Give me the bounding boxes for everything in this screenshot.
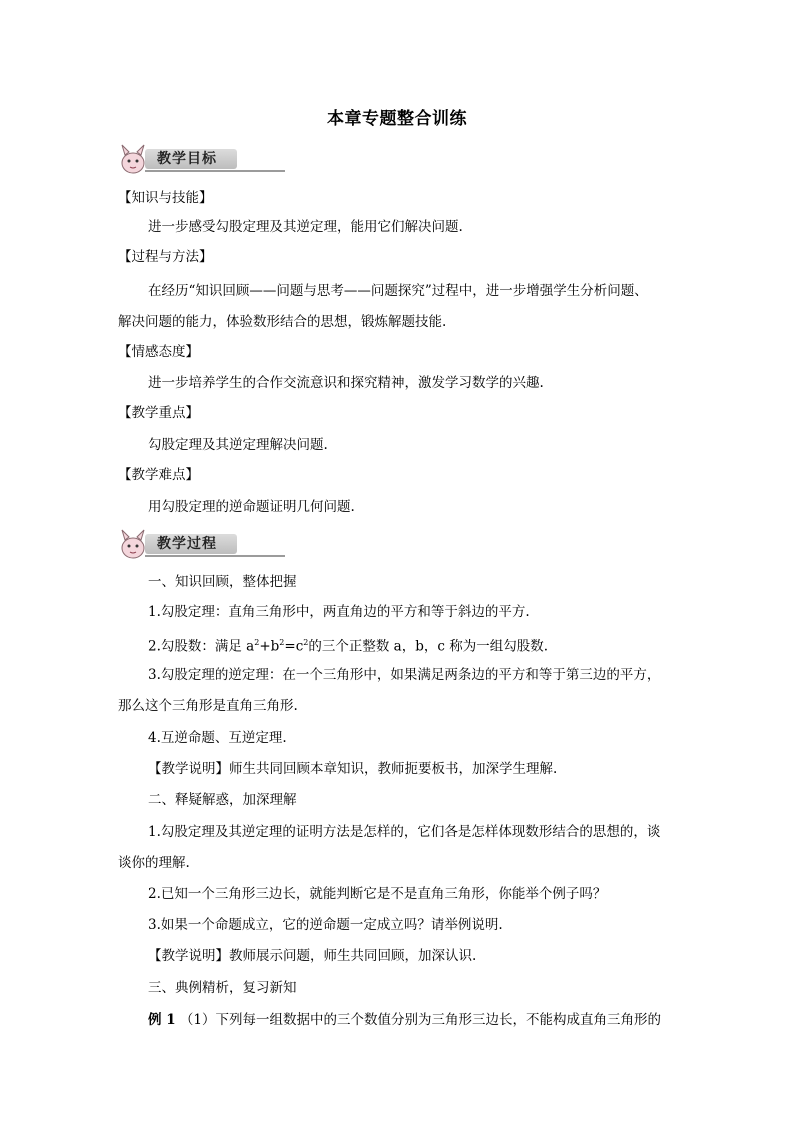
example-label: 例 1 bbox=[148, 1012, 176, 1028]
page-title: 本章专题整合训练 bbox=[327, 109, 467, 129]
banner-underline bbox=[145, 170, 285, 172]
knowledge-text: 进一步感受勾股定理及其逆定理，能用它们解决问题. bbox=[148, 219, 463, 235]
process-text-line2: 解决问题的能力，体验数形结合的思想，锻炼解题技能. bbox=[118, 314, 447, 330]
key-heading: 【教学重点】 bbox=[118, 405, 199, 421]
example-text: （1）下列每一组数据中的三个数值分别为三角形三边长，不能构成直角三角形的 bbox=[179, 1012, 661, 1028]
knowledge-heading: 【知识与技能】 bbox=[118, 190, 213, 206]
review-item-4: 4.互逆命题、互逆定理. bbox=[148, 730, 287, 746]
section-1-heading: 一、知识回顾，整体把握 bbox=[148, 574, 297, 590]
banner-label: 教学过程 bbox=[145, 534, 237, 554]
section-2-heading: 二、释疑解惑，加深理解 bbox=[148, 792, 297, 808]
review-item-3-line2: 那么这个三角形是直角三角形. bbox=[118, 698, 298, 714]
difficulty-text: 用勾股定理的逆命题证明几何问题. bbox=[148, 499, 355, 515]
key-text: 勾股定理及其逆定理解决问题. bbox=[148, 437, 328, 453]
review-item-3-line1: 3.勾股定理的逆定理：在一个三角形中，如果满足两条边的平方和等于第三边的平方， bbox=[148, 667, 661, 683]
review-item-1: 1.勾股定理：直角三角形中，两直角边的平方和等于斜边的平方. bbox=[148, 604, 530, 620]
emotion-text: 进一步培养学生的合作交流意识和探究精神，激发学习数学的兴趣. bbox=[148, 375, 544, 391]
section-3-heading: 三、典例精析，复习新知 bbox=[148, 980, 297, 996]
teaching-note-1: 【教学说明】师生共同回顾本章知识，教师扼要板书，加深学生理解. bbox=[148, 761, 558, 777]
question-1-line1: 1.勾股定理及其逆定理的证明方法是怎样的，它们各是怎样体现数形结合的思想的，谈 bbox=[148, 824, 661, 840]
section-banner-process bbox=[117, 528, 267, 558]
difficulty-heading: 【教学难点】 bbox=[118, 467, 199, 483]
review-item-2: 2.勾股数：满足 $a^2+b^2=c^2$的三个正整数 a，b，c 称为一组勾股数. bbox=[148, 638, 548, 655]
question-1-line2: 谈你的理解. bbox=[118, 855, 190, 871]
process-text-line1: 在经历“知识回顾——问题与思考——问题探究”过程中，进一步增强学生分析问题、 bbox=[148, 283, 648, 299]
example-1 bbox=[148, 1011, 661, 1029]
section-banner-goals bbox=[117, 143, 267, 173]
question-3: 3.如果一个命题成立，它的逆命题一定成立吗？请举例说明. bbox=[148, 917, 503, 933]
banner-underline bbox=[145, 555, 285, 557]
banner-label: 教学目标 bbox=[145, 149, 237, 169]
question-2: 2.已知一个三角形三边长，就能判断它是不是直角三角形，你能举个例子吗？ bbox=[148, 886, 607, 902]
process-heading: 【过程与方法】 bbox=[118, 249, 213, 265]
teaching-note-2: 【教学说明】教师展示问题，师生共同回顾，加深认识. bbox=[148, 948, 477, 964]
emotion-heading: 【情感态度】 bbox=[118, 344, 199, 360]
